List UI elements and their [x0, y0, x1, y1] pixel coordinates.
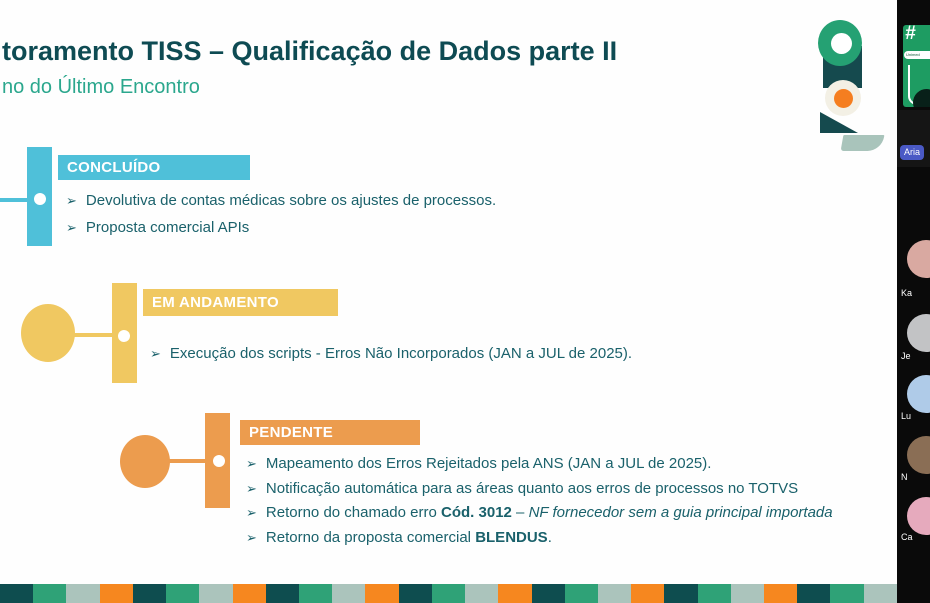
strip-block — [797, 584, 830, 603]
strip-block — [432, 584, 465, 603]
participant-name-label: Ka — [901, 288, 913, 298]
arrow-bullet-icon: ➢ — [66, 193, 77, 208]
bullet-text: Execução dos scripts - Erros Não Incorporados (JAN a JUL de 2025). — [169, 345, 633, 362]
timeline-node-dot — [213, 455, 225, 467]
bullet-item — [246, 501, 833, 526]
strip-block — [731, 584, 764, 603]
strip-block — [664, 584, 697, 603]
participant-avatar[interactable] — [907, 436, 930, 474]
arrow-bullet-icon: ➢ — [246, 480, 257, 496]
camera-tile[interactable] — [897, 110, 930, 167]
participant-avatar[interactable] — [907, 497, 930, 535]
bullet-text: Retorno da proposta comercial BLENDUS. — [265, 528, 552, 546]
bullet-text: Devolutiva de contas médicas sobre os ajustes de processos. — [85, 192, 497, 209]
strip-block — [532, 584, 565, 603]
brand-badge: Unimed — [904, 51, 930, 59]
participant-avatar[interactable] — [907, 375, 930, 413]
section-header-em-andamento: EM ANDAMENTO — [143, 289, 338, 316]
video-call-participant-panel — [897, 0, 930, 603]
arrow-bullet-icon: ➢ — [150, 346, 161, 361]
slide-subtitle: no do Último Encontro — [2, 76, 200, 98]
strip-block — [830, 584, 863, 603]
strip-block — [0, 584, 33, 603]
strip-block — [598, 584, 631, 603]
bullet-item — [246, 477, 833, 502]
bullet-text: Proposta comercial APIs — [85, 219, 250, 236]
strip-block — [399, 584, 432, 603]
strip-block — [864, 584, 897, 603]
arrow-bullet-icon: ➢ — [246, 456, 257, 471]
arrow-bullet-icon: ➢ — [246, 505, 257, 520]
bullet-item — [246, 526, 833, 551]
participant-avatar[interactable] — [907, 314, 930, 352]
strip-block — [764, 584, 797, 603]
strip-block — [299, 584, 332, 603]
slide-title: toramento TISS – Qualificação de Dados parte II — [2, 36, 618, 66]
participant-name-chip: Aria — [900, 145, 924, 160]
timeline-circle — [120, 435, 170, 488]
section-header-pendente: PENDENTE — [240, 420, 420, 445]
footer-color-strip — [0, 584, 897, 603]
bullet-text: Notificação automática para as áreas quanto aos erros de processos no TOTVS — [265, 479, 799, 497]
strip-block — [266, 584, 299, 603]
strip-block — [133, 584, 166, 603]
strip-block — [498, 584, 531, 603]
strip-block — [698, 584, 731, 603]
participant-name-label: Lu — [901, 411, 912, 421]
arrow-bullet-icon: ➢ — [246, 529, 257, 545]
strip-block — [100, 584, 133, 603]
strip-block — [365, 584, 398, 603]
strip-block — [465, 584, 498, 603]
strip-block — [166, 584, 199, 603]
participant-name-label: Ca — [901, 532, 913, 542]
screen-share-tile[interactable] — [903, 25, 930, 107]
strip-block — [332, 584, 365, 603]
participant-name-label: Je — [901, 351, 911, 361]
participant-name-label: N — [901, 472, 908, 482]
strip-block — [33, 584, 66, 603]
strip-block — [66, 584, 99, 603]
arrow-bullet-icon: ➢ — [66, 220, 77, 235]
connector-line — [165, 459, 210, 463]
participant-avatar[interactable] — [907, 240, 930, 278]
strip-block — [631, 584, 664, 603]
strip-block — [565, 584, 598, 603]
bullet-item — [246, 452, 833, 477]
hashtag-graphic: # — [905, 25, 916, 44]
bullet-text: Retorno do chamado erro Cód. 3012 – NF fornecedor sem a guia principal importada — [265, 504, 833, 521]
strip-block — [233, 584, 266, 603]
bullet-text: Mapeamento dos Erros Rejeitados pela ANS (JAN a JUL de 2025). — [265, 455, 712, 472]
pendente-bullet-list — [246, 452, 833, 550]
strip-block — [199, 584, 232, 603]
section-header-concluido: CONCLUÍDO — [58, 155, 250, 180]
